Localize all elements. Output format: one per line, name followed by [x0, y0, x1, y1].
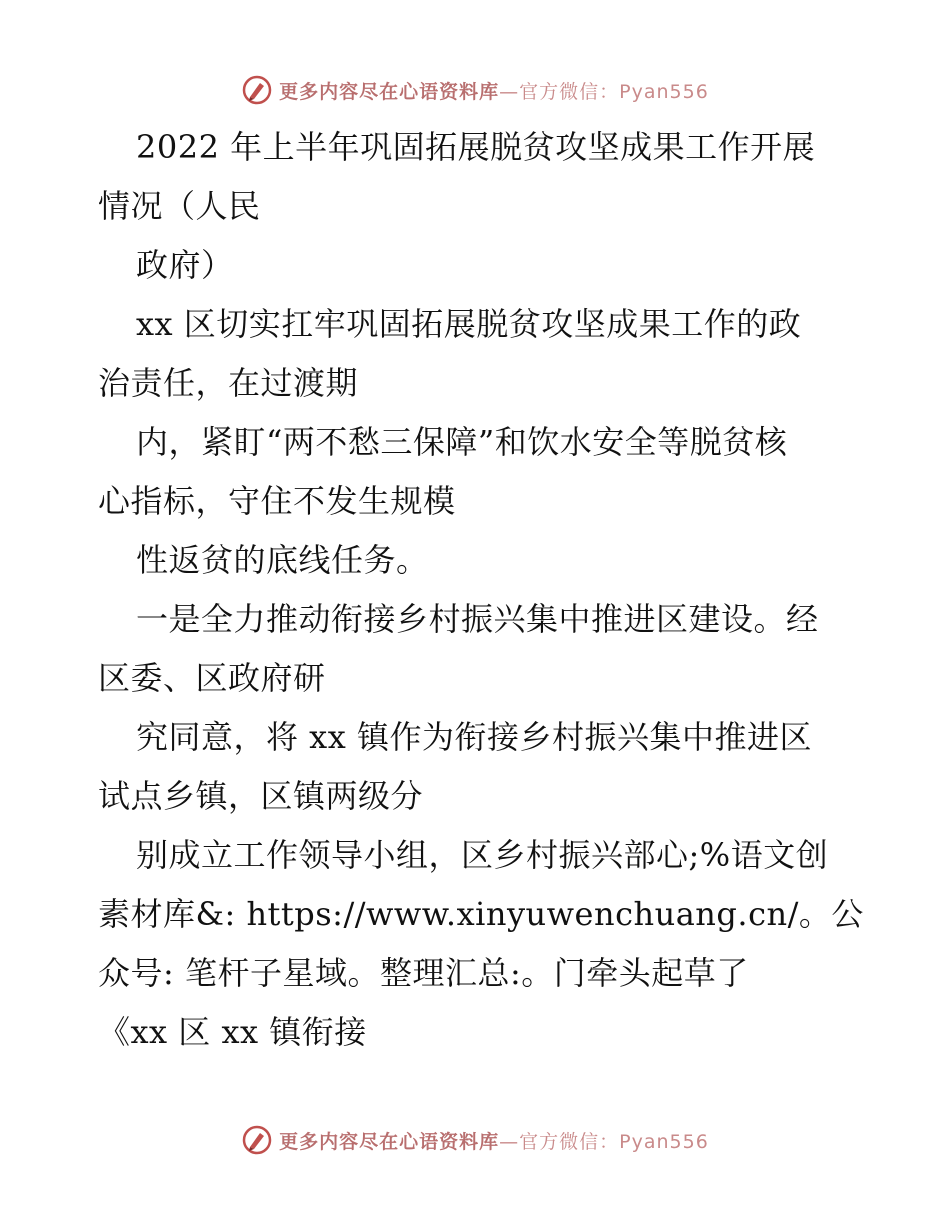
document-line: 《xx 区 xx 镇衔接 — [98, 1013, 367, 1051]
document-line: 心指标，守住不发生规模 — [98, 482, 456, 520]
document-line: 别成立工作领导小组，区乡村振兴部心;%语文创 — [136, 836, 829, 874]
footer-banner — [0, 1120, 950, 1160]
footer-wechat-text: 官方微信：Pyan556 — [519, 1130, 709, 1153]
document-line: 究同意，将 xx 镇作为衔接乡村振兴集中推进区 — [136, 718, 812, 756]
document-line: 内，紧盯“两不愁三保障”和饮水安全等脱贫核 — [136, 423, 788, 461]
footer-banner-text — [279, 1127, 709, 1154]
document-line: xx 区切实扛牢巩固拓展脱贫攻坚成果工作的政 — [136, 305, 802, 343]
document-line: 一是全力推动衔接乡村振兴集中推进区建设。经 — [136, 600, 819, 638]
document-line: 素材库&: https://www.xinyuwenchuang.cn/。公 — [98, 895, 864, 933]
header-wechat-text: 官方微信：Pyan556 — [519, 80, 709, 103]
header-banner-text — [279, 77, 709, 104]
document-line: 治责任，在过渡期 — [98, 364, 359, 402]
header-banner-inner — [241, 74, 709, 106]
pen-logo-icon — [241, 1124, 273, 1156]
footer-separator: — — [499, 1130, 520, 1153]
footer-banner-inner — [241, 1124, 709, 1156]
document-line: 2022 年上半年巩固拓展脱贫攻坚成果工作开展 — [136, 128, 816, 166]
header-separator: — — [499, 80, 520, 103]
document-line: 试点乡镇，区镇两级分 — [98, 777, 424, 815]
document-line: 性返贫的底线任务。 — [136, 541, 429, 579]
document-line: 众号: 笔杆子星域。整理汇总:。门牵头起草了 — [98, 954, 749, 992]
header-banner — [0, 70, 950, 110]
header-site-text: 更多内容尽在心语资料库 — [279, 80, 500, 103]
document-line: 区委、区政府研 — [98, 659, 326, 697]
document-body — [98, 118, 864, 1062]
footer-site-text: 更多内容尽在心语资料库 — [279, 1130, 500, 1153]
document-line: 情况（人民 — [98, 187, 261, 225]
pen-logo-icon — [241, 74, 273, 106]
document-line: 政府） — [136, 246, 234, 284]
